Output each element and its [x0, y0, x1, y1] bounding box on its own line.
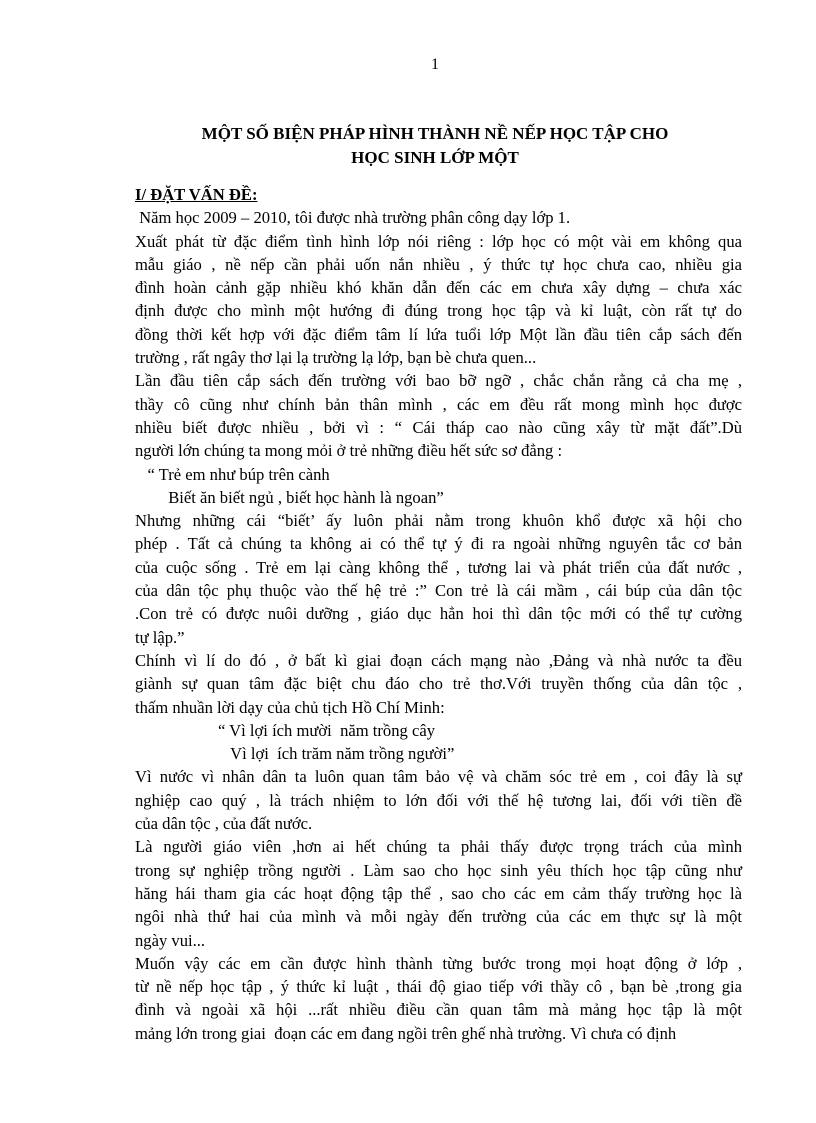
paragraph-line: đồng thời kết hợp với đặc điểm tâm lí lứa tuổi lớp Một lần đầu tiên cắp sách đến: [135, 324, 742, 344]
verse-quote: [135, 719, 742, 766]
paragraph-line: mẫu giáo , nề nếp cần phải uốn nắn nhiều , ý thức tự học chưa cao, nhiều gia: [135, 254, 742, 274]
paragraph-line: Chính vì lí do đó , ở bất kì giai đoạn cách mạng nào ,Đảng và nhà nước ta đều: [135, 650, 742, 670]
paragraph-line: của cuộc sống . Trẻ em lại càng không thể , tương lai và phát triển của đất nước ,: [135, 557, 742, 577]
verse-line: “ Vì lợi ích mười năm trồng cây: [135, 720, 435, 740]
paragraph-line: .Con trẻ có được nuôi dưỡng , giáo dục hẳn hoi thì dân tộc mới có thể tự cường: [135, 604, 742, 624]
paragraph-line: Muốn vậy các em cần được hình thành từng bước trong mọi hoạt động ở lớp ,: [135, 953, 742, 973]
paragraph-line: trong sự nghiệp trồng người . Làm sao cho học sinh yêu thích học tập cũng như: [135, 860, 742, 880]
section-heading: I/ ĐẶT VẤN ĐỀ:: [135, 185, 258, 204]
paragraph-line: ngôi nhà thứ hai của mình và mỗi ngày đến trường của các em thực sự là một: [135, 907, 742, 927]
paragraph-line: đình hoàn cảnh gặp nhiều khó khăn dẫn đến các em chưa xây dựng – chưa xác: [135, 278, 742, 298]
paragraph: [135, 835, 742, 951]
paragraph-line: Là người giáo viên ,hơn ai hết chúng ta phải thấy được trọng trách của mình: [135, 837, 742, 857]
page-number: 1: [431, 56, 439, 73]
paragraph-line: hăng hái tham gia các hoạt động tập thể , sao cho các em cảm thấy trường học là: [135, 883, 742, 903]
paragraph-line: tự lập.”: [135, 627, 185, 647]
paragraph-line: người lớn chúng ta mong mỏi ở trẻ những điều hết sức sơ đẳng :: [135, 441, 563, 461]
verse-line: “ Trẻ em như búp trên cành: [135, 464, 330, 484]
paragraph-line: Năm học 2009 – 2010, tôi được nhà trường phân công dạy lớp 1.: [135, 208, 571, 228]
paragraph: [135, 230, 742, 370]
document-title: [140, 122, 730, 170]
paragraph: [135, 765, 742, 835]
paragraph-container: [135, 206, 742, 1045]
paragraph: [135, 952, 742, 1045]
paragraph: [135, 509, 742, 649]
paragraph-line: thấm nhuần lời dạy của chủ tịch Hồ Chí Minh:: [135, 697, 445, 717]
title-line-1: MỘT SỐ BIỆN PHÁP HÌNH THÀNH NỀ NẾP HỌC TẬP CHO: [201, 124, 669, 143]
paragraph-line: thầy cô cũng như chính bản thân mình , các em đều rất mong mình học được: [135, 394, 742, 414]
paragraph: [135, 649, 742, 719]
paragraph-line: Vì nước vì nhân dân ta luôn quan tâm bảo vệ và chăm sóc trẻ em , coi đây là sự: [135, 767, 742, 787]
paragraph: [135, 369, 742, 462]
paragraph-line: ngày vui...: [135, 930, 206, 950]
verse-line: Biết ăn biết ngủ , biết học hành là ngoan”: [135, 487, 444, 507]
paragraph-line: nhiều biết được nhiều , bởi vì : “ Cái tháp cao nào cũng xây từ mặt đất”.Dù: [135, 417, 742, 437]
paragraph-line: định được cho mình một hướng đi đúng trong học tập và kỉ luật, còn rất tự do: [135, 301, 742, 321]
paragraph-line: đình và ngoài xã hội ...rất nhiều điều cần quan tâm mà mảng học tập là một: [135, 1000, 742, 1020]
paragraph-line: giành sự quan tâm đặc biệt chu đáo cho trẻ thơ.Với truyền thống của dân tộc ,: [135, 674, 742, 694]
title-line-2: HỌC SINH LỚP MỘT: [351, 148, 519, 167]
paragraph-line: từ nề nếp học tập , ý thức kỉ luật , thái độ giao tiếp với thầy cô , bạn bè ,trong gia: [135, 977, 742, 997]
verse-quote: [135, 463, 742, 510]
document-body: [135, 183, 742, 1045]
paragraph-line: Lần đầu tiên cắp sách đến trường với bao bỡ ngỡ , chắc chắn rằng cả cha mẹ ,: [135, 371, 742, 391]
paragraph-line: trường , rất ngây thơ lại lạ trường lạ lớp, bạn bè chưa quen...: [135, 348, 537, 368]
paragraph-line: của dân tộc , của đất nước.: [135, 814, 313, 834]
verse-line: Vì lợi ích trăm năm trồng người”: [135, 744, 455, 764]
paragraph-line: nghiệp cao quý , là trách nhiệm to lớn đối với thế hệ tương lai, đối với tiền đề: [135, 790, 742, 810]
paragraph: [135, 206, 742, 229]
paragraph-line: phép . Tất cả chúng ta không ai có thể tự ý đi ra ngoài những nguyên tắc cơ bản: [135, 534, 742, 554]
paragraph-line: Xuất phát từ đặc điểm tình hình lớp nói riêng : lớp học có một vài em không qua: [135, 231, 742, 251]
paragraph-line: mảng lớn trong giai đoạn các em đang ngồi trên ghế nhà trường. Vì chưa có định: [135, 1023, 677, 1043]
paragraph-line: Nhưng những cái “biết’ ấy luôn phải nằm trong khuôn khổ được xã hội cho: [135, 511, 742, 531]
paragraph-line: của dân tộc phụ thuộc vào thế hệ trẻ :” Con trẻ là cái mầm , cái búp của dân tộc: [135, 581, 742, 601]
